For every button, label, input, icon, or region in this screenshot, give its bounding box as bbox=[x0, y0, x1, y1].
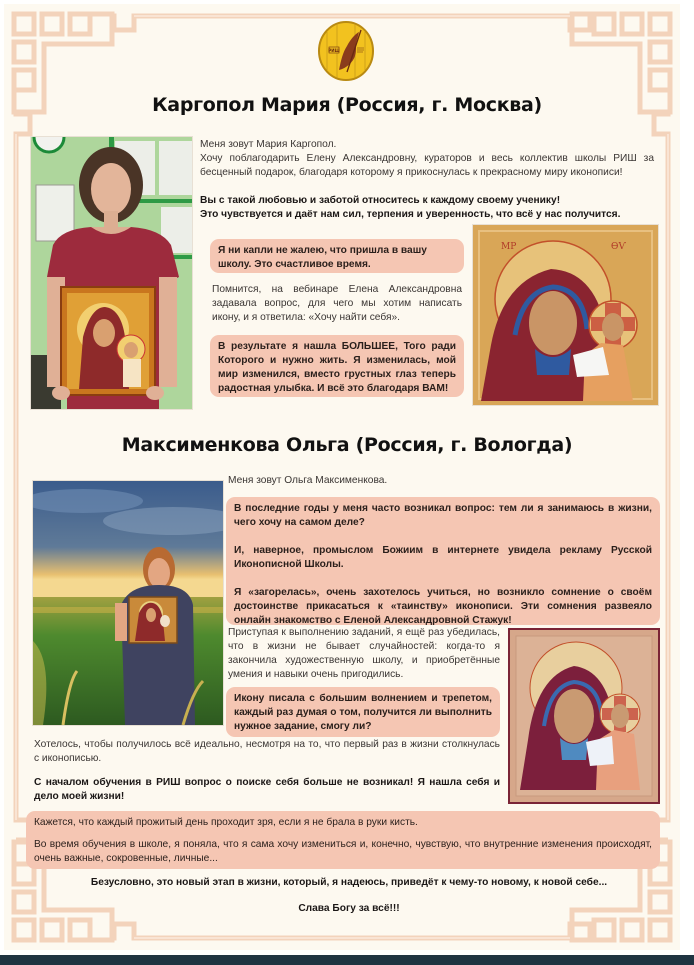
icon-image-2 bbox=[508, 628, 660, 804]
closing-line-1-text: Безусловно, это новый этап в жизни, который, я надеюсь, приведёт к чему-то новому, к новой себе... bbox=[90, 877, 608, 888]
svg-text:МР: МР bbox=[501, 242, 517, 252]
section1-bubble2-text: В результате я нашла БОЛЬШЕЕ, Того ради Которого и нужно жить. Я изменилась, мой мир изменился, вместо грустных глаз теперь радостная улыбка. И всё это благодаря ВАМ! bbox=[218, 341, 456, 394]
section1-intro-line-2: Хочу поблагодарить Елену Александровну, кураторов и весь коллектив школы РИШ за бесценный подарок, благодаря которому я прикоснулась к прекрасному миру иконописи! bbox=[200, 153, 654, 178]
section2-bubble2-text: Икону писала с большим волнением и трепетом, каждый раз думая о том, получится ли выполнить нужное задание, смогу ли? bbox=[234, 693, 492, 732]
svg-text:РИШ: РИШ bbox=[328, 48, 340, 53]
section2-plain2-text: Хотелось, чтобы получилось всё идеально, несмотря на то, что первый раз в жизни столкнулась с иконописью. bbox=[34, 739, 500, 764]
section1-plain-paragraph bbox=[212, 283, 462, 325]
svg-text:ѲѴ: ѲѴ bbox=[611, 242, 627, 252]
section2-highlight-bubble-2 bbox=[226, 687, 500, 737]
section2-intro bbox=[228, 474, 528, 488]
closing-line-2-text: Слава Богу за всё!!! bbox=[298, 903, 400, 914]
testimonial-page bbox=[4, 4, 680, 950]
bottom-bar bbox=[0, 955, 694, 965]
section2-plain-paragraph-2 bbox=[34, 738, 500, 766]
closing-line-1 bbox=[24, 876, 674, 890]
icon-image-1 bbox=[472, 224, 659, 406]
section1-title: Каргопол Мария (Россия, г. Москва) bbox=[152, 94, 542, 116]
section2-plain1-text: Приступая к выполнению заданий, я ещё раз убедилась, что в жизни не бывает случайностей: когда-то я закончила художественную школу, и приобретённые умения и навыки очень пригодились. bbox=[228, 627, 500, 680]
section2-highlight-bubble-1 bbox=[226, 497, 660, 625]
section1-highlight-bubble-2 bbox=[210, 335, 464, 397]
section2-bold1-text: С началом обучения в РИШ вопрос о поиске себя больше не возникал! Я нашла себя и дело моей жизни! bbox=[34, 777, 500, 802]
section1-plain-text: Помнится, на вебинаре Елена Александровна задавала вопрос, для чего мы хотим написать икону, и я ответила: «Хочу найти себя». bbox=[212, 284, 462, 323]
photo-olga bbox=[32, 480, 224, 726]
section2-highlight-bubble-3 bbox=[26, 811, 660, 869]
section1-bold-line-2: Это чувствуется и даёт нам сил, терпения и уверенность, что всё у нас получится. bbox=[200, 209, 621, 220]
section1-intro bbox=[200, 138, 654, 222]
section2-bold-paragraph bbox=[34, 776, 500, 804]
section2-bubble1-para-1: В последние годы у меня часто возникал вопрос: тем ли я занимаюсь в жизни, чего хочу на самом деле? bbox=[234, 503, 652, 528]
section1-intro-line-1: Меня зовут Мария Каргопол. bbox=[200, 139, 337, 150]
section2-title: Максименкова Ольга (Россия, г. Вологда) bbox=[121, 434, 573, 456]
section1-bold-line-1: Вы с такой любовью и заботой относитесь к каждому своему ученику! bbox=[200, 195, 561, 206]
section2-plain-paragraph-1 bbox=[228, 626, 500, 682]
section2-bubble3-para-1: Кажется, что каждый прожитый день проходит зря, если я не брала в руки кисть. bbox=[34, 817, 418, 828]
photo-maria bbox=[30, 136, 193, 410]
section1-bubble1-text: Я ни капли не жалею, что пришла в вашу школу. Это счастливое время. bbox=[218, 245, 427, 270]
section2-bubble3-para-2: Во время обучения в школе, я поняла, что я сама хочу измениться и, конечно, чувствую, что внутренние изменения происходят, очень важные, сокровенные, личные... bbox=[34, 839, 652, 864]
section2-bubble1-para-3: Я «загорелась», очень захотелось учиться, но возникло сомнение о своём достоинстве прикасаться к «таинству» иконописи. Эти сомнения развеяло онлайн знакомство с Еленой Александровной Стажук! bbox=[234, 587, 652, 626]
section2-bubble1-para-2: И, наверное, промыслом Божиим в интернете увидела рекламу Русской Иконописной Школы. bbox=[234, 545, 652, 570]
section1-highlight-bubble-1 bbox=[210, 239, 464, 273]
section2-intro-text: Меня зовут Ольга Максименкова. bbox=[228, 475, 388, 486]
closing-line-2 bbox=[24, 902, 674, 916]
school-emblem-icon bbox=[317, 20, 375, 82]
